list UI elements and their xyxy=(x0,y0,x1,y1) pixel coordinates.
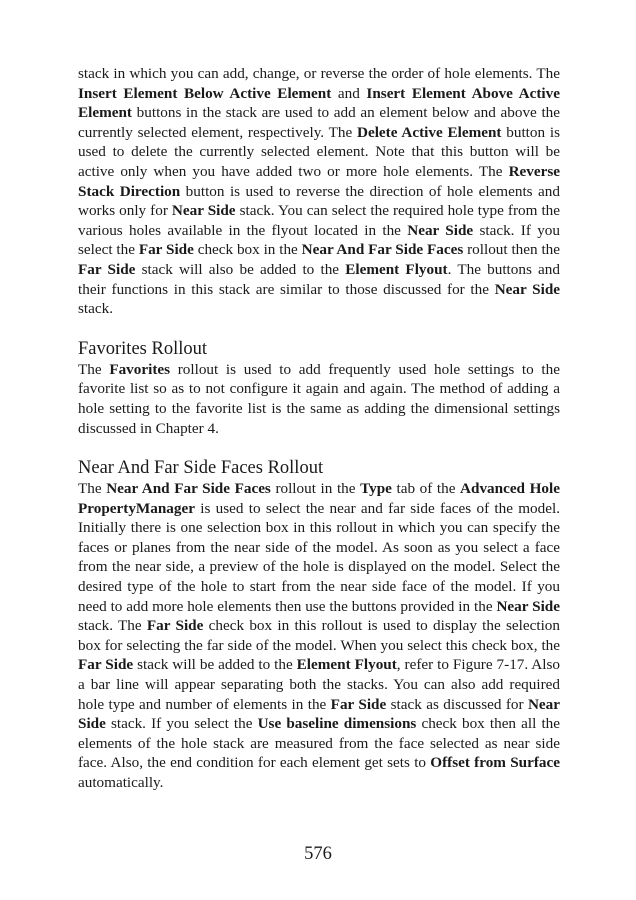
text-run: stack in which you can add, change, or reverse the order of hole elements. The xyxy=(78,65,560,82)
bold-term: Near And Far Side Faces xyxy=(301,241,464,259)
bold-term: Near And Far Side Faces xyxy=(106,480,271,498)
bold-term: Near Side xyxy=(78,695,560,733)
bold-term: Delete Active Element xyxy=(357,123,502,141)
heading-favorites-rollout: Favorites Rollout xyxy=(78,338,207,359)
text-run: stack as discussed for xyxy=(386,695,528,713)
text-run: stack. If you select the xyxy=(78,221,560,259)
text-run: rollout is used to add frequently used hole settings to the favorite list so as to not configure it again and again. The method of adding a hole setting to the favorite list is the same as adding the dimensional settings discussed in Chapter 4. xyxy=(78,360,560,437)
text-run: stack. The xyxy=(78,617,147,635)
bold-term: Far Side xyxy=(78,260,136,278)
bold-term: Insert Element Below Active Element xyxy=(78,84,332,102)
bold-term: Favorites xyxy=(109,360,171,378)
text-run: The xyxy=(78,480,107,498)
text-run: and xyxy=(331,84,367,102)
text-run: check box in this rollout is used to display the selection box for selecting the far side of the model. When you select this check box, the xyxy=(78,617,560,654)
text-run: stack. xyxy=(78,300,114,318)
bold-term: Far Side xyxy=(78,656,134,674)
paragraph-element-stack xyxy=(78,64,560,319)
text-run: The xyxy=(78,360,110,378)
bold-term: Far Side xyxy=(138,241,194,259)
bold-term: Near Side xyxy=(171,202,236,220)
text-run: stack. You can select the required hole type from the various holes available in the flyout located in the xyxy=(78,202,561,239)
text-run: , refer to Figure 7-17. Also a bar line will appear separating both the stacks. You can also add required hole type and number of elements in the xyxy=(78,656,560,713)
text-run: stack will be added to the xyxy=(133,656,297,674)
text-run: button is used to delete the currently selected element. Note that this button will be active only when you have added two or more hole elements. The xyxy=(78,123,560,180)
text-run: tab of the xyxy=(391,480,461,498)
text-run: check box in the xyxy=(193,241,302,259)
text-run: button is used to reverse the direction of hole elements and works only for xyxy=(78,182,560,220)
bold-term: Near Side xyxy=(494,280,561,298)
bold-term: Element Flyout xyxy=(345,260,448,278)
bold-term: Element Flyout xyxy=(296,656,397,674)
bold-term: Insert Element Above Active Element xyxy=(78,84,560,122)
bold-term: Type xyxy=(360,480,392,498)
page-number: 576 xyxy=(304,844,332,864)
paragraph-favorites-rollout xyxy=(78,360,560,438)
text-run: stack. If you select the xyxy=(105,715,258,733)
text-run: stack will also be added to the xyxy=(135,260,346,278)
bold-term: Near Side xyxy=(496,597,560,615)
bold-term: Use baseline dimensions xyxy=(257,715,417,733)
text-run: . The buttons and their functions in this stack are similar to those discussed for the xyxy=(78,260,560,298)
bold-term: Far Side xyxy=(330,695,387,713)
text-run: rollout in the xyxy=(270,480,361,498)
bold-term: Near Side xyxy=(407,221,474,239)
text-run: rollout then the xyxy=(463,241,560,259)
heading-near-far-side-faces-rollout: Near And Far Side Faces Rollout xyxy=(78,458,324,479)
text-run: automatically. xyxy=(78,774,164,791)
bold-term: Offset from Surface xyxy=(430,754,560,772)
bold-term: Far Side xyxy=(146,617,204,635)
text-run: buttons in the stack are used to add an element below and above the currently selected element, respectively. The xyxy=(78,104,560,141)
bold-term: Reverse Stack Direction xyxy=(78,162,560,200)
text-run: is used to select the near and far side faces of the model. Initially there is one selection box in this rollout in which you can specify the faces or planes from the near side of the model. As soon as you select a face from the near side, a preview of the hole is displayed on the model. Select the desired type of the hole to start from the near side face of the model. If you need to add more hole elements then use the buttons provided in the xyxy=(78,499,560,615)
text-run: check box then all the elements of the hole stack are measured from the face selected as near side face. Also, the end condition for each element get sets to xyxy=(78,715,560,772)
bold-term: Advanced Hole PropertyManager xyxy=(78,480,560,517)
paragraph-near-far-side-faces xyxy=(78,479,560,793)
page-content xyxy=(78,64,560,793)
